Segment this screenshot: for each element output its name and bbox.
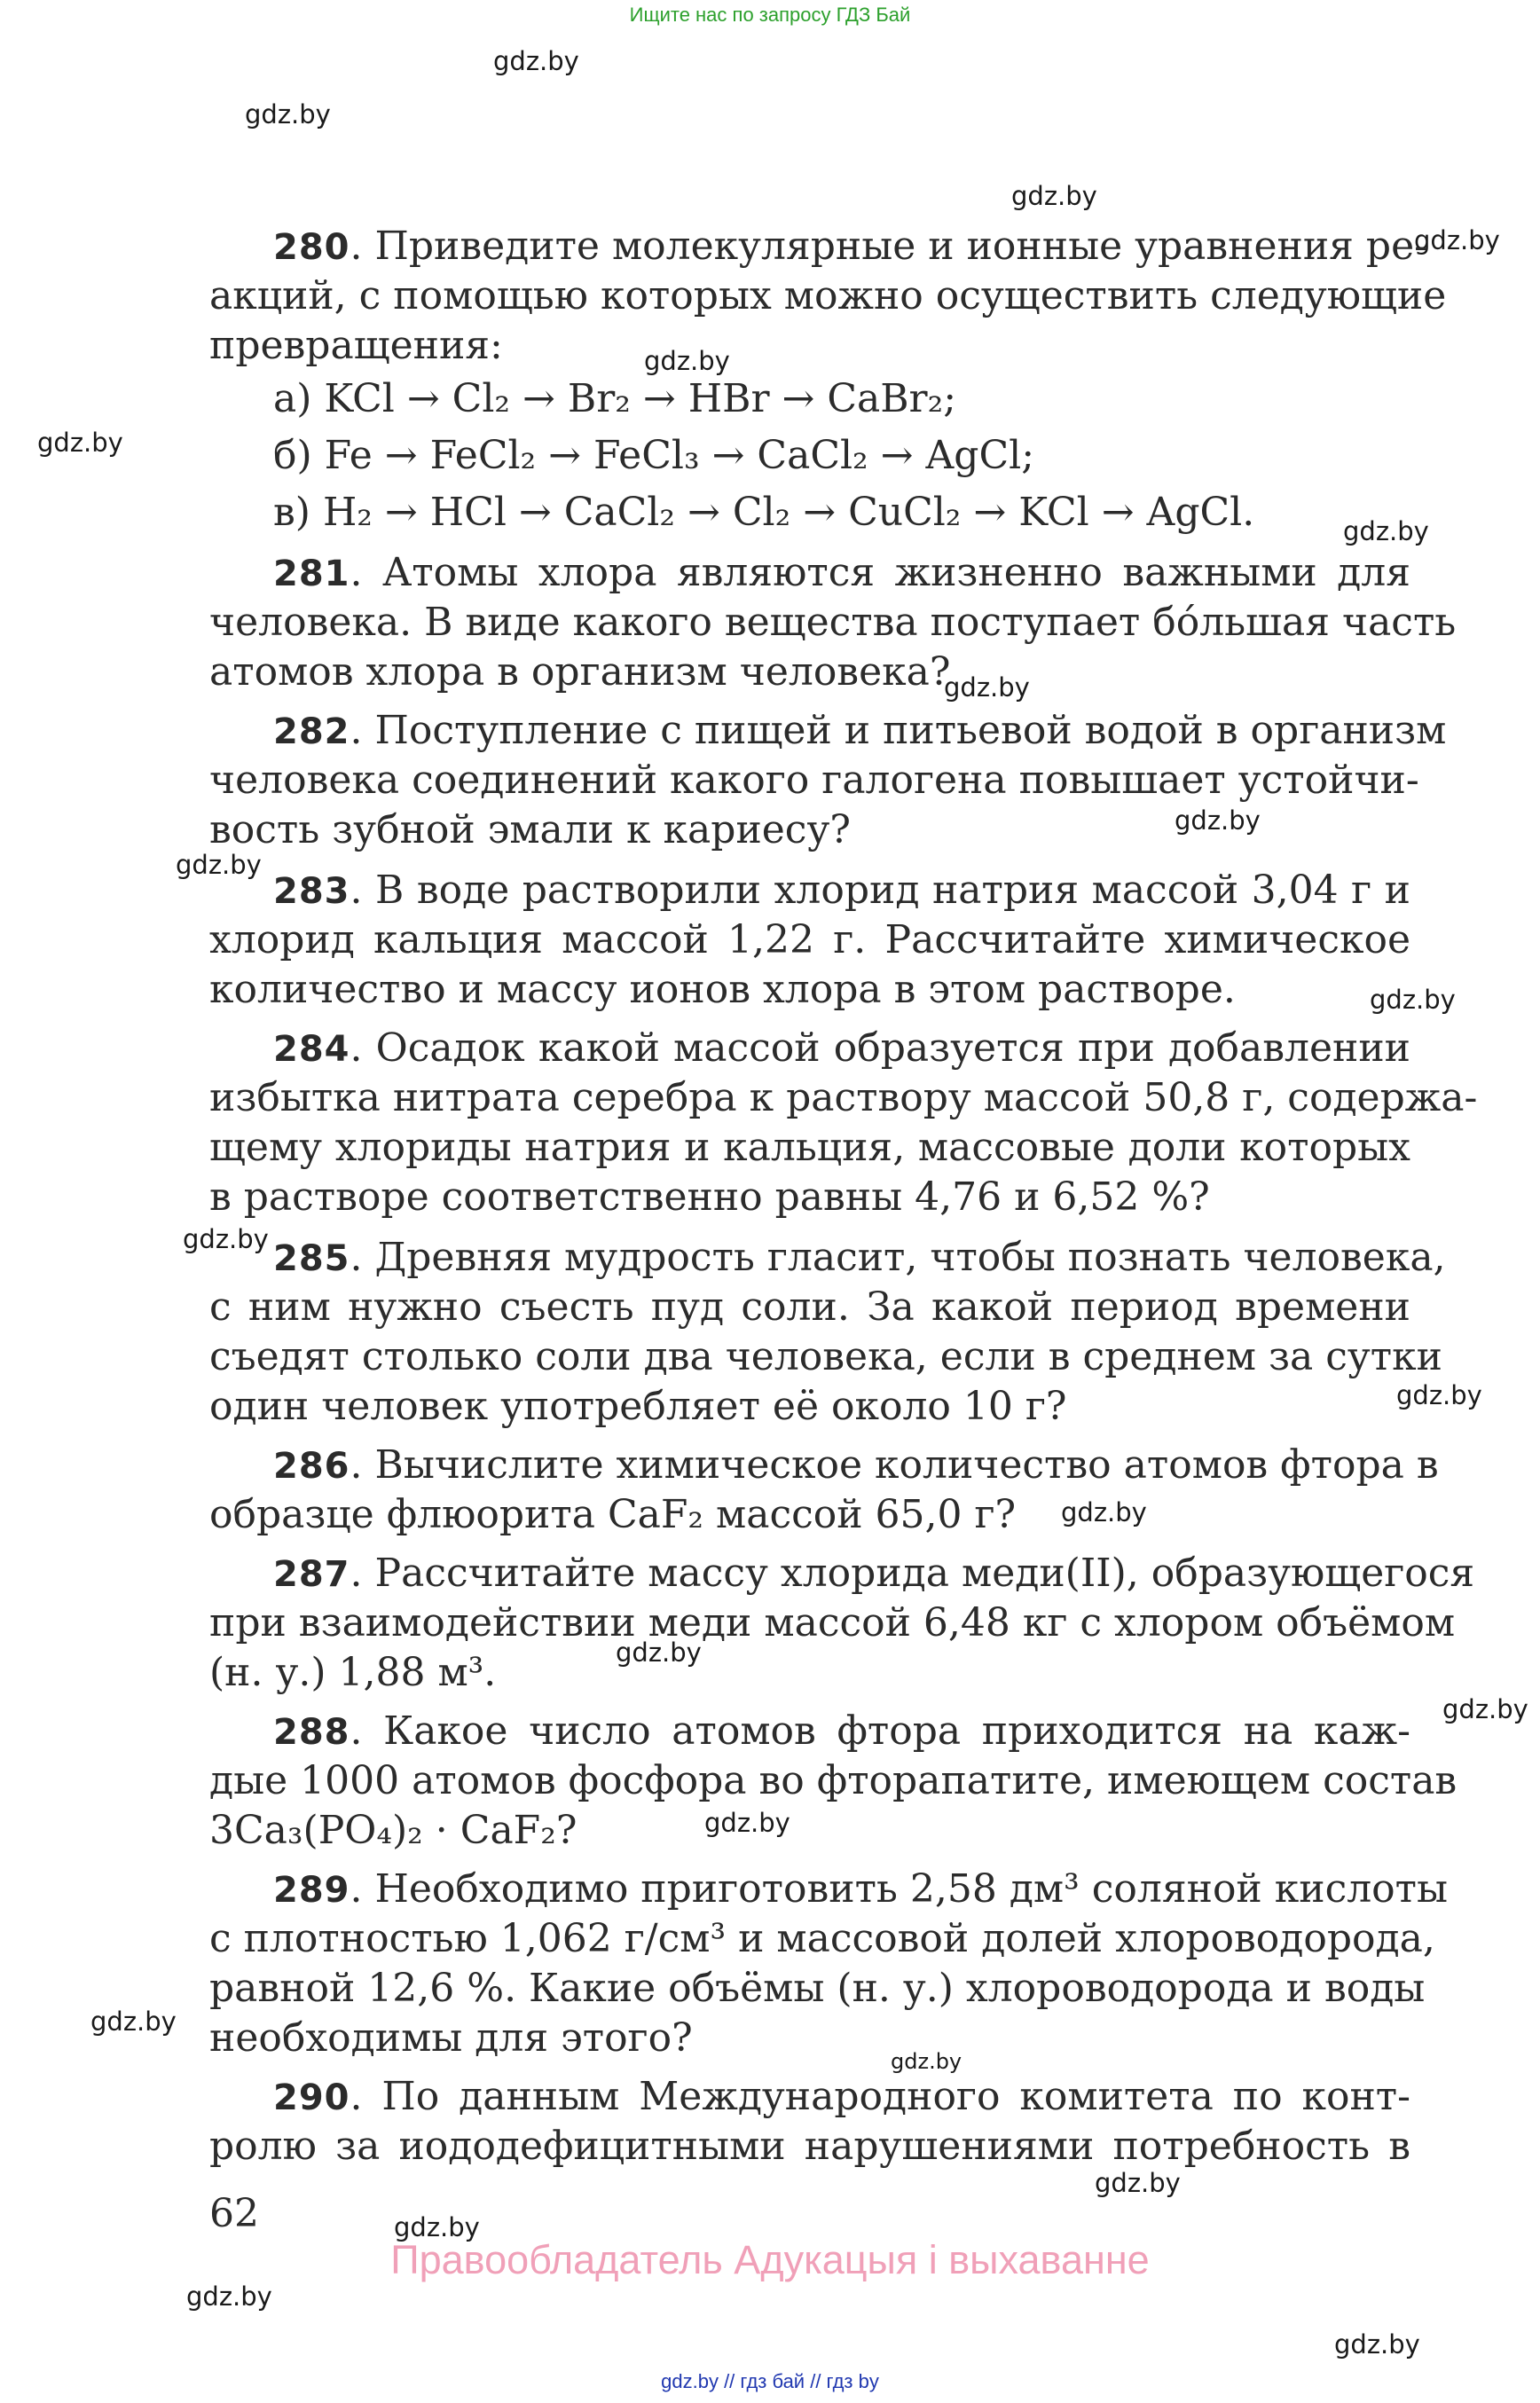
problem-287-line-1: 287. Рассчитайте массу хлорида меди(II), образующегося	[273, 1551, 1475, 1596]
problem-number: 282	[273, 711, 350, 752]
watermark: gdz.by	[176, 850, 262, 880]
problem-288-line-2: дые 1000 атомов фосфора во фторапатите, имеющем состав	[209, 1758, 1458, 1803]
problem-289-line-3: равной 12,6 %. Какие объёмы (н. у.) хлороводорода и воды	[209, 1966, 1426, 2011]
problem-290-line-2: ролю за иододефицитными нарушениями потребность в	[209, 2124, 1410, 2169]
problem-285-line-4: один человек употребляет её около 10 г?	[209, 1384, 1067, 1429]
problem-282-line-1: 282. Поступление с пищей и питьевой водой в организм	[273, 708, 1447, 753]
problem-289-line-2: с плотностью 1,062 г/см³ и массовой долей хлороводорода,	[209, 1916, 1435, 1961]
problem-number: 285	[273, 1238, 350, 1279]
problem-280-option-c: в) H₂ → HCl → CaCl₂ → Cl₂ → CuCl₂ → KCl → AgCl.	[273, 490, 1255, 535]
watermark: gdz.by	[1011, 181, 1097, 211]
problem-287-line-2: при взаимодействии меди массой 6,48 кг с хлором объёмом	[209, 1600, 1456, 1645]
problem-289-line-4: необходимы для этого?	[209, 2015, 693, 2061]
watermark: gdz.by	[616, 1637, 702, 1668]
problem-280-line-2: акций, с помощью которых можно осуществить следующие	[209, 273, 1447, 318]
problem-number: 284	[273, 1029, 350, 1070]
copyright-notice: Правообладатель Адукацыя і выхаванне	[390, 2237, 1150, 2282]
problem-283-line-2: хлорид кальция массой 1,22 г. Рассчитайте химическое	[209, 917, 1410, 962]
watermark: gdz.by	[1334, 2329, 1420, 2360]
problem-284-line-2: избытка нитрата серебра к раствору массой 50,8 г, содержа-	[209, 1075, 1478, 1120]
problem-282-line-3: вость зубной эмали к кариесу?	[209, 807, 851, 852]
watermark: gdz.by	[1396, 1380, 1482, 1410]
problem-281-line-2: человека. В виде какого вещества поступает бо́льшая часть	[209, 600, 1457, 645]
problem-284-line-3: щему хлориды натрия и кальция, массовые доли которых	[209, 1125, 1410, 1170]
watermark: gdz.by	[1370, 985, 1456, 1015]
problem-number: 290	[273, 2077, 350, 2118]
watermark: gdz.by	[944, 672, 1030, 703]
problem-number: 283	[273, 871, 350, 912]
watermark: gdz.by	[1343, 516, 1429, 546]
watermark: gdz.by	[1414, 225, 1500, 255]
problem-284-line-1: 284. Осадок какой массой образуется при добавлении	[273, 1025, 1410, 1071]
problem-286-line-1: 286. Вычислите химическое количество атомов фтора в	[273, 1442, 1439, 1488]
problem-285-line-1: 285. Древняя мудрость гласит, чтобы познать человека,	[273, 1235, 1446, 1280]
problem-288-line-1: 288. Какое число атомов фтора приходится на каж-	[273, 1708, 1410, 1754]
problem-289-line-1: 289. Необходимо приготовить 2,58 дм³ соляной кислоты	[273, 1866, 1449, 1912]
watermark: gdz.by	[394, 2212, 480, 2242]
search-hint-link[interactable]: Ищите нас по запросу ГДЗ Бай	[629, 4, 911, 26]
problem-number: 287	[273, 1554, 350, 1595]
watermark: gdz.by	[90, 2006, 177, 2037]
problem-286-line-2: образце флюорита CaF₂ массой 65,0 г?	[209, 1492, 1017, 1537]
watermark: gdz.by	[1442, 1694, 1528, 1724]
watermark: gdz.by	[493, 46, 579, 76]
watermark: gdz.by	[704, 1808, 790, 1838]
problem-285-line-3: съедят столько соли два человека, если в среднем за сутки	[209, 1334, 1442, 1379]
problem-281-line-3: атомов хлора в организм человека?	[209, 649, 951, 695]
watermark: gdz.by	[1175, 805, 1261, 836]
watermark: gdz.by	[37, 428, 123, 458]
watermark: gdz.by	[1095, 2168, 1181, 2198]
problem-280-option-b: б) Fe → FeCl₂ → FeCl₃ → CaCl₂ → AgCl;	[273, 433, 1035, 478]
watermark: gdz.by	[1061, 1497, 1147, 1527]
problem-281-line-1: 281. Атомы хлора являются жизненно важными для	[273, 550, 1410, 595]
problem-287-line-3: (н. у.) 1,88 м³.	[209, 1650, 497, 1695]
problem-280-option-a: а) KCl → Cl₂ → Br₂ → HBr → CaBr₂;	[273, 376, 957, 421]
problem-282-line-2: человека соединений какого галогена повышает устойчи-	[209, 758, 1419, 803]
problem-number: 286	[273, 1446, 350, 1487]
problem-288-line-3: 3Ca₃(PO₄)₂ · CaF₂?	[209, 1808, 578, 1853]
problem-number: 280	[273, 227, 350, 268]
page-number: 62	[209, 2191, 259, 2236]
problem-283-line-1: 283. В воде растворили хлорид натрия массой 3,04 г и	[273, 868, 1410, 913]
problem-284-line-4: в растворе соответственно равны 4,76 и 6,52 %?	[209, 1174, 1210, 1220]
watermark: gdz.by	[245, 99, 331, 130]
watermark: gdz.by	[891, 2049, 962, 2074]
problem-283-line-3: количество и массу ионов хлора в этом растворе.	[209, 967, 1236, 1012]
watermark: gdz.by	[644, 346, 730, 376]
footer-links[interactable]: gdz.by // гдз бай // гдз by	[661, 2370, 879, 2392]
watermark: gdz.by	[183, 1224, 269, 1254]
problem-number: 288	[273, 1712, 350, 1753]
problem-285-line-2: с ним нужно съесть пуд соли. За какой период времени	[209, 1284, 1410, 1330]
problem-280-line-1: 280. Приведите молекулярные и ионные уравнения ре-	[273, 224, 1428, 269]
problem-290-line-1: 290. По данным Международного комитета по конт-	[273, 2074, 1410, 2119]
problem-number: 281	[273, 554, 350, 594]
watermark: gdz.by	[186, 2281, 272, 2312]
problem-280-line-3: превращения:	[209, 323, 503, 368]
problem-number: 289	[273, 1870, 350, 1911]
